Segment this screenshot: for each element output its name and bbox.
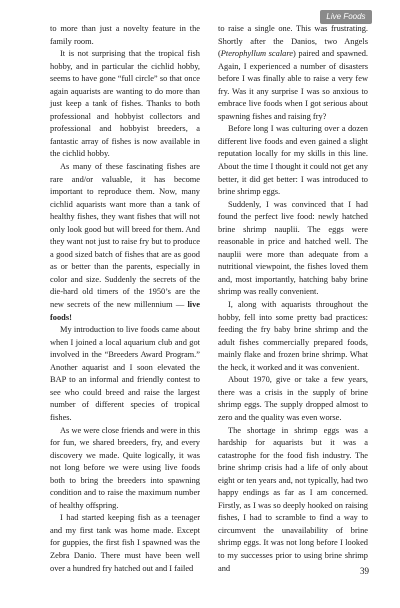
paragraph-text: As many of these fascinating fishes are rare and/or valuable, it has become important to reproduce them. Now, many cichlid aquarists want more than a tank of healthy fishes, they want fishes that will not only look good but will breed for them. And they want not just to raise fry but to produce a good sized batch of fishes that are as good as or better than the parents, especially in color and size. Suddenly the secrets of the die-hard old timers of the 1950’s are the new secrets of the new millennium — bbox=[50, 162, 200, 310]
emphasis-exclamation: ! bbox=[69, 312, 72, 322]
left-column bbox=[50, 23, 200, 575]
paragraph bbox=[218, 23, 368, 123]
right-column bbox=[218, 23, 368, 575]
species-name: Pterophyllum scalare bbox=[220, 49, 294, 59]
paragraph: I, along with aquarists throughout the hobby, fell into some pretty bad practices: feeding the fry baby brine shrimp and the adult fishes commercially prepared foods, mainly flake and frozen brine shrimp. What the heck, it worked and it was convenient. bbox=[218, 300, 368, 372]
section-label: Live Foods bbox=[326, 12, 366, 21]
paragraph-text: to raise a single one. This was frustrating. Shortly after the Danios, two Angels ( bbox=[218, 24, 368, 59]
paragraph: Suddenly, I was convinced that I had found the perfect live food: newly hatched brine shrimp nauplii. The eggs were reasonable in price and hatched well. The nauplii were more than adequate from a nutritional viewpoint, the fishes loved them and, most importantly, hatching baby brine shrimp was really convenient. bbox=[218, 199, 368, 297]
paragraph: to more than just a novelty feature in the family room. bbox=[50, 24, 200, 46]
paragraph: As we were close friends and were in this for fun, we shared breeders, fry, and every discovery we made. Quite logically, it was not long before we were using live foods both to bring the breeders into spawning condition and to raise the maximum number of healthy offspring. bbox=[50, 425, 200, 510]
paragraph: The shortage in shrimp eggs was a hardship for aquarists but it was a catastrophe for the food fish industry. The brine shrimp crisis had a life of only about eight or ten years and, not typically, had two happy endings as far as I am concerned. Firstly, as I was so deeply hooked on raising fishes, I had to scramble to find a way to circumvent the unavailability of brine shrimp eggs. It was not long before I looked to my successes prior to using brine shrimp and bbox=[218, 425, 368, 573]
paragraph: I had started keeping fish as a teenager and my first tank was home made. Except for guppies, the first fish I spawned was the Zebra Danio. There must have been well over a hundred fry hatched out and I failed bbox=[50, 513, 200, 573]
paragraph bbox=[50, 161, 200, 324]
paragraph: About 1970, give or take a few years, there was a crisis in the supply of brine shrimp eggs. The supply dropped almost to zero and the quality was even worse. bbox=[218, 375, 368, 422]
text-columns bbox=[50, 23, 368, 575]
paragraph: Before long I was culturing over a dozen different live foods and even gained a slight reputation locally for my skills in this line. About the time I thought it could not get any better, it did get better: I was introduced to brine shrimp eggs. bbox=[218, 124, 368, 197]
paragraph: My introduction to live foods came about when I joined a local aquarium club and got involved in the “Breeders Award Program.” Another aquarist and I soon elevated the BAP to an informal and friendly contest to see who could breed and raise the largest number of different species of tropical fishes. bbox=[50, 325, 200, 422]
paragraph: It is not surprising that the tropical fish hobby, and in particular the cichlid hobby, seems to have gone “full circle” so that once again aquarists are wanting to do more than just keep a tank of fishes. Thanks to both professional and hobbyist collectors and professional and hobbyist breeders, a fantastic array of fishes is now available in the cichlid hobby. bbox=[50, 49, 200, 159]
emphasis-live-foods: live foods bbox=[50, 300, 201, 322]
section-header-tab bbox=[320, 10, 372, 24]
paragraph-text: ) paired and spawned. Again, I experienced a number of disasters before I was finally able to raise a very few fry. Was it any surprise I was so anxious to embrace live foods when I got serious about spawning fishes and raising fry? bbox=[218, 49, 368, 121]
page-number: 39 bbox=[360, 566, 369, 576]
